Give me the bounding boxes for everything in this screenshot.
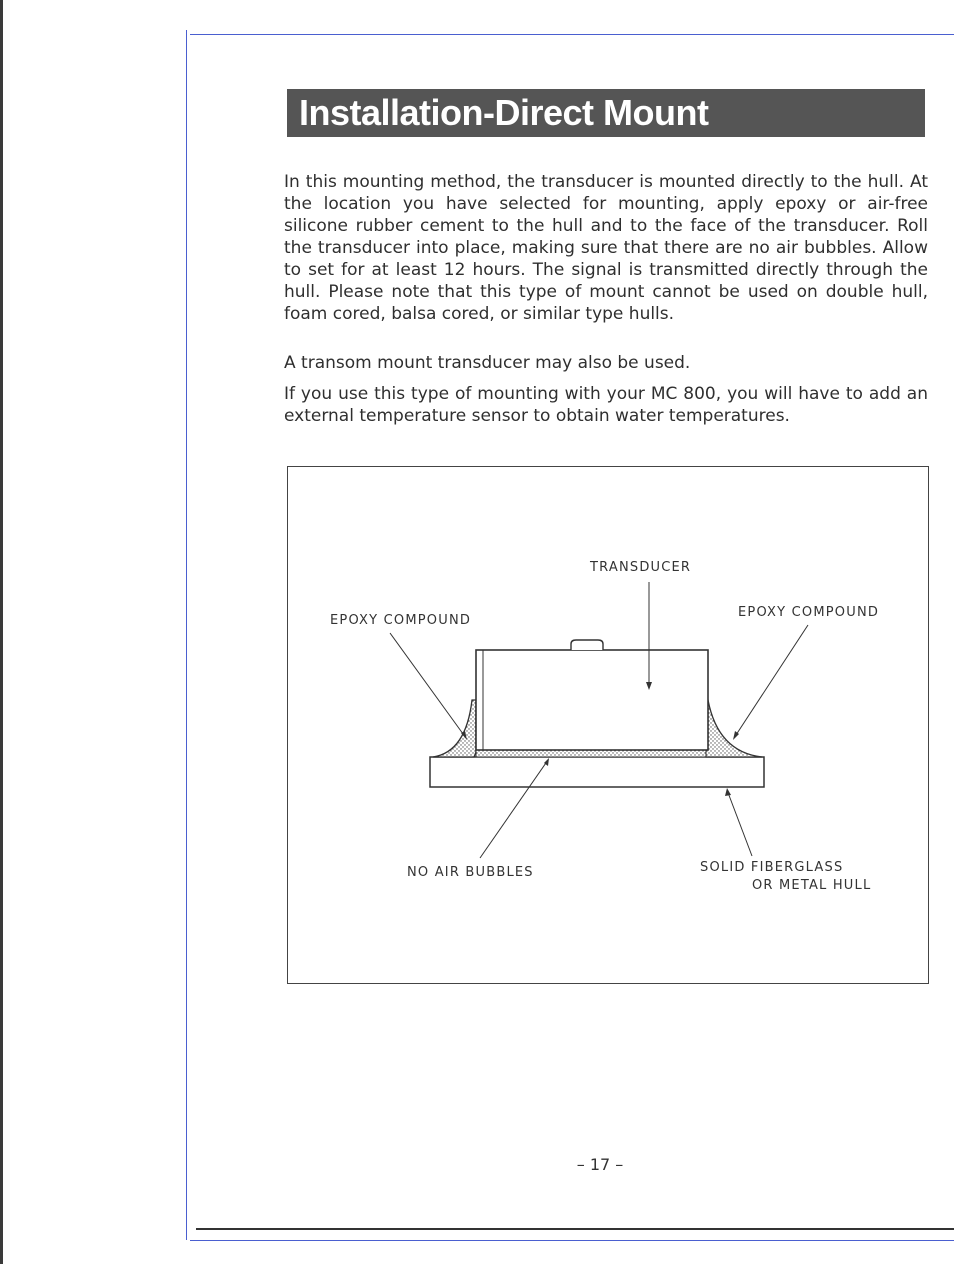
label-epoxy-left: EPOXY COMPOUND [330, 613, 472, 628]
paragraph-2: A transom mount transducer may also be used. [284, 353, 691, 373]
arrowhead-hull [725, 788, 731, 796]
label-transducer: TRANSDUCER [590, 560, 692, 575]
paragraph-1: In this mounting method, the transducer is mounted directly to the hull. At the location you have selected for mounting, apply epoxy or air-free silicone rubber cement to the hull and to the face of the transducer. Roll the transducer into place, making sure that there are no air bubbles. Allow to set for at least 12 hours. The signal is transmitted directly through the hull. Please note that this type of mount cannot be used on double hull, foam cored, balsa cored, or similar type hulls. [284, 172, 928, 324]
transducer-body [476, 650, 708, 750]
page-title: Installation-Direct Mount [299, 92, 709, 133]
transducer-cable-fitting [571, 640, 603, 650]
label-hull-line1: SOLID FIBERGLASS [700, 860, 844, 875]
label-epoxy-right: EPOXY COMPOUND [738, 605, 880, 620]
paragraph-3: If you use this type of mounting with your MC 800, you will have to add an external temperature sensor to obtain water temperatures. [284, 384, 928, 426]
page-number: – 17 – [576, 1155, 624, 1174]
leader-epoxy-left [390, 633, 466, 738]
label-no-air-bubbles: NO AIR BUBBLES [407, 865, 534, 880]
leader-hull [727, 790, 752, 856]
leader-epoxy-right [734, 625, 808, 738]
epoxy-left-fillet [433, 700, 476, 757]
label-hull-line2: OR METAL HULL [752, 878, 872, 893]
hull-plate [430, 757, 764, 787]
epoxy-bottom-layer [476, 750, 706, 757]
